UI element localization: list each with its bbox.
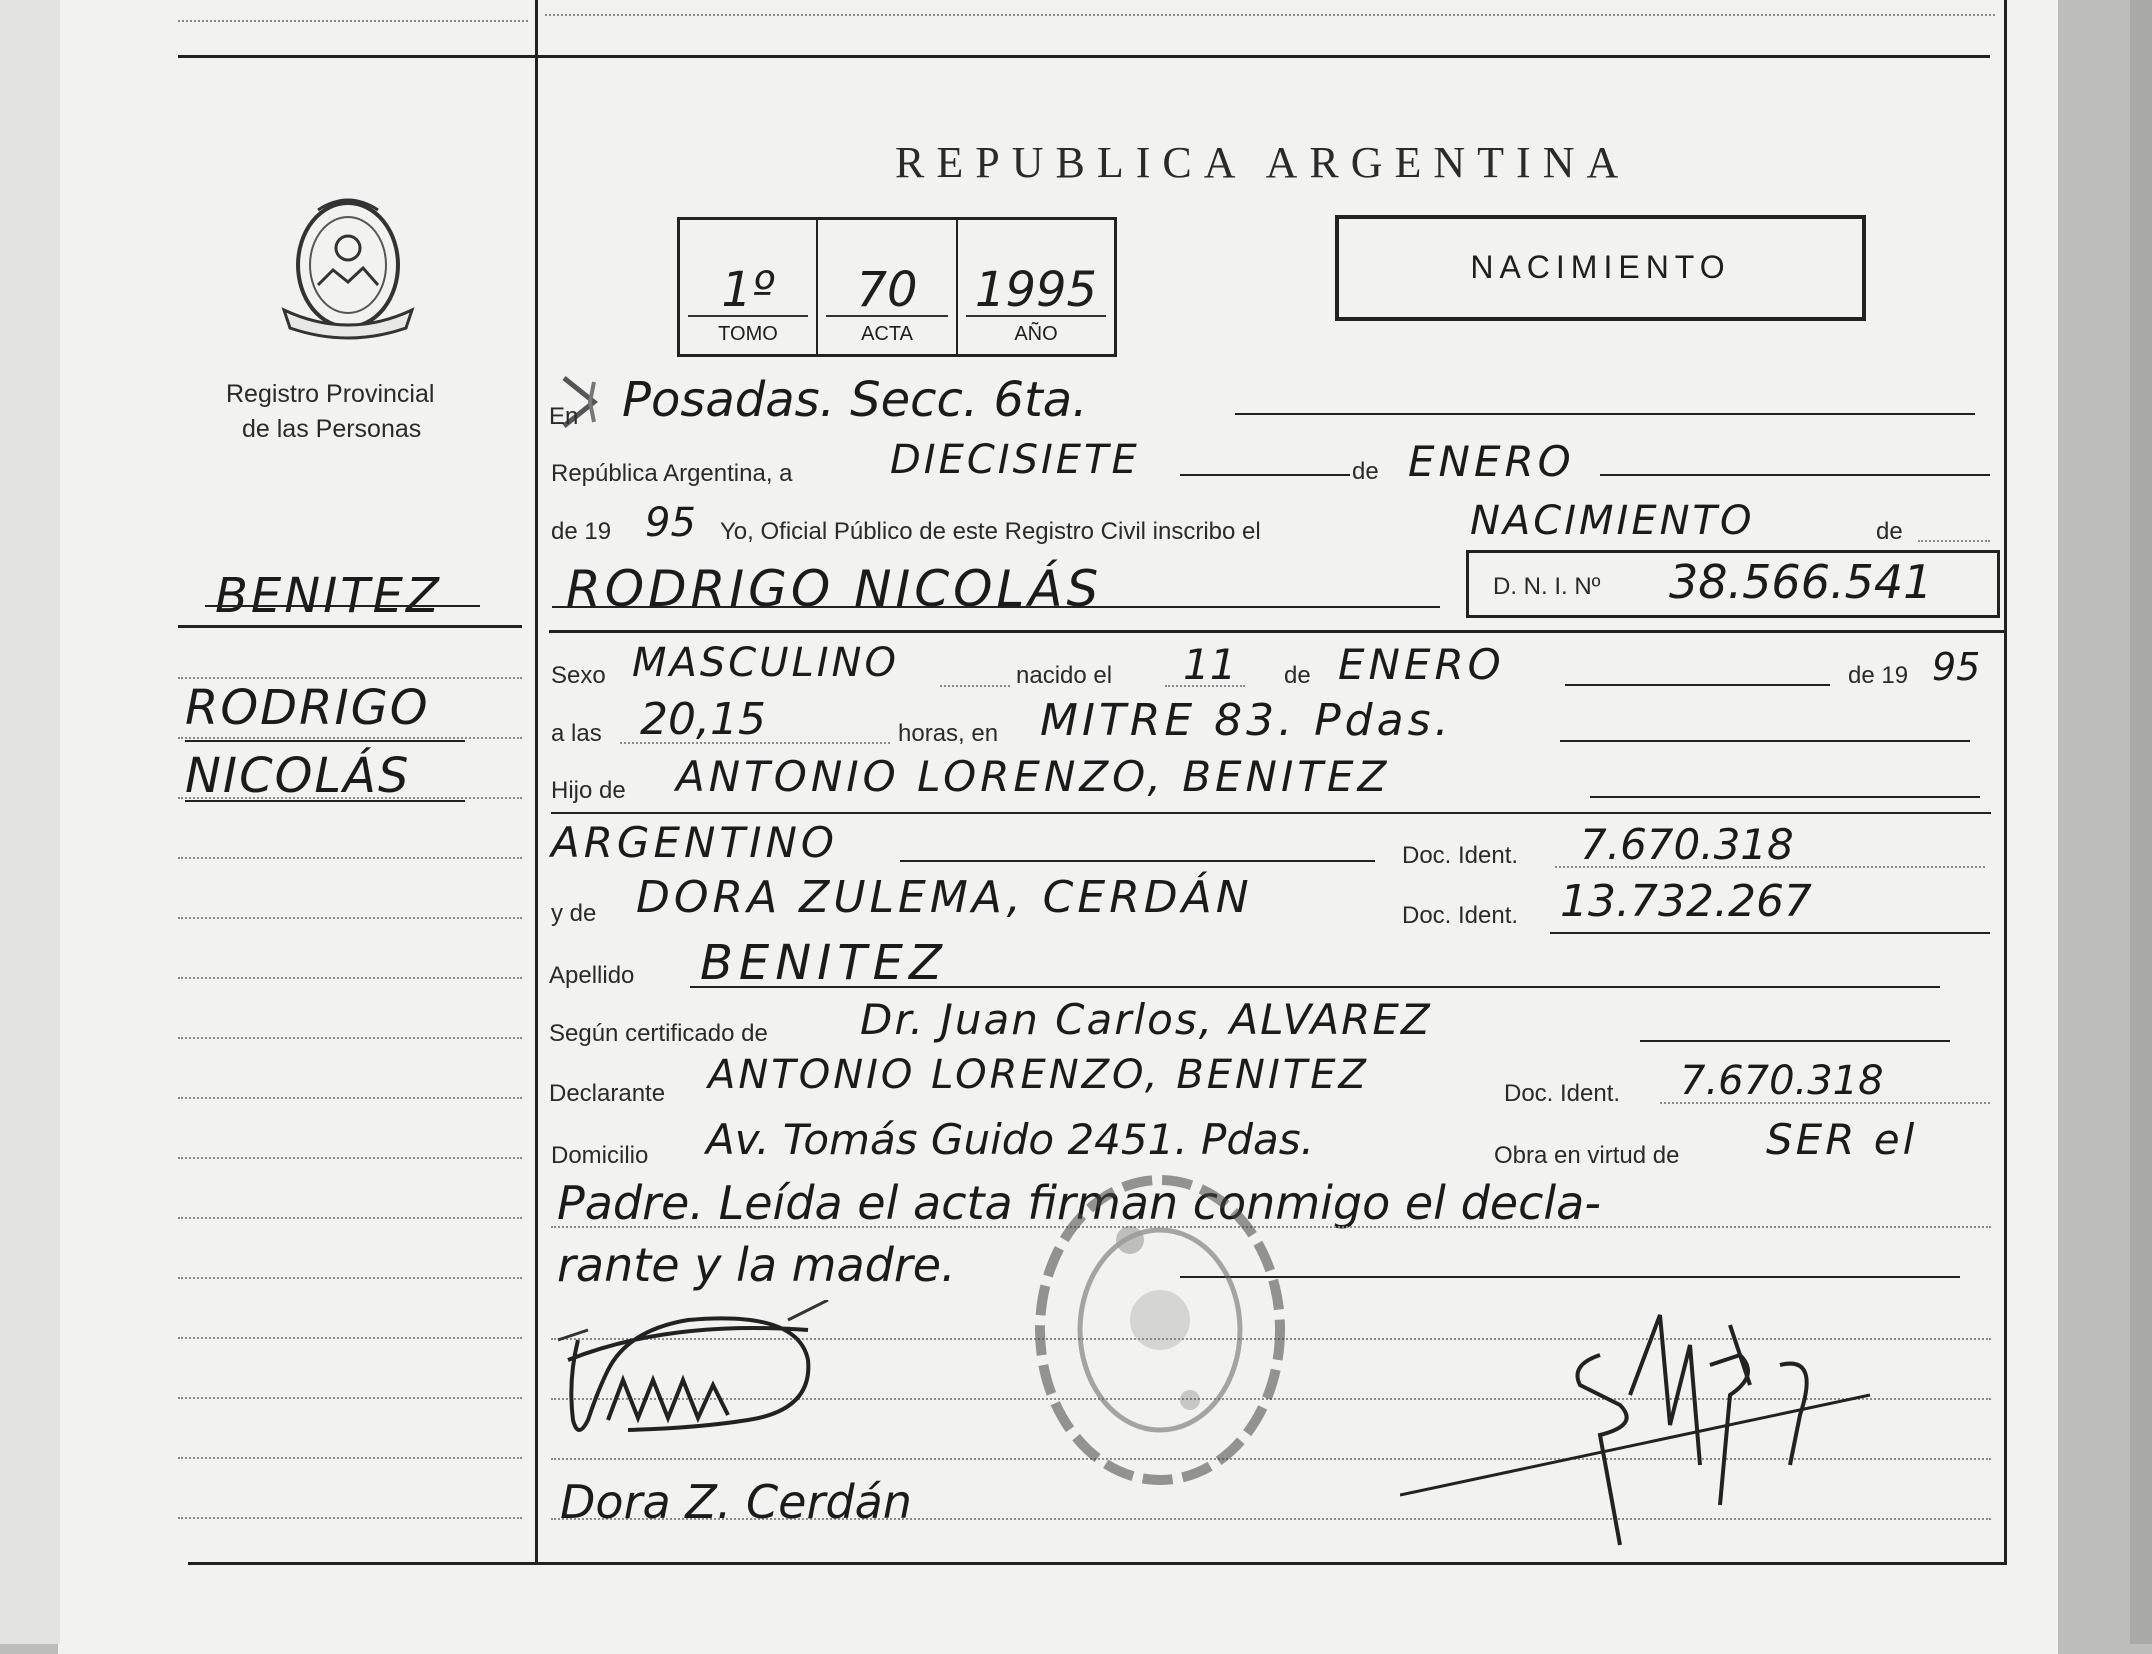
margin-divider: [535, 0, 538, 1565]
label-a-las: a las: [551, 720, 602, 747]
line-lugar-nac: [1560, 740, 1970, 742]
margin-dotted: [178, 1517, 522, 1519]
label-de-19: de 19: [551, 518, 612, 545]
signature-mother: Dora Z. Cerdán: [560, 1475, 912, 1529]
province-seal-icon: [278, 190, 418, 340]
book-cover-edge: [2130, 0, 2152, 1644]
margin-dotted: [178, 1277, 522, 1279]
margin-dotted: [178, 677, 522, 679]
acta-label: ACTA: [861, 323, 913, 345]
value-anio-reg: 95: [645, 500, 696, 546]
value-padre: ANTONIO LORENZO, BENITEZ: [676, 752, 1391, 801]
value-nombre: RODRIGO NICOLÁS: [566, 560, 1103, 618]
margin-dotted: [178, 797, 522, 799]
label-y-de: y de: [551, 900, 597, 927]
margin-given-2: NICOLÁS: [185, 748, 411, 804]
label-yo-oficial: Yo, Oficial Público de este Registro Civil inscribo el: [720, 518, 1261, 545]
label-republica: República Argentina, a: [551, 460, 793, 487]
margin-dotted: [178, 917, 522, 919]
label-doc-ident-declarante: Doc. Ident.: [1504, 1080, 1621, 1107]
value-domicilio: Av. Tomás Guido 2451. Pdas.: [706, 1115, 1314, 1164]
value-dia: DIECISIETE: [890, 437, 1140, 483]
margin-given-1: RODRIGO: [185, 680, 430, 736]
label-horas-en: horas, en: [898, 720, 999, 747]
dotted-padre-doc: [1555, 866, 1985, 868]
margin-dotted: [178, 737, 522, 739]
value-padre-doc: 7.670.318: [1580, 820, 1794, 869]
line-mes: [1600, 474, 1990, 476]
right-border: [2004, 0, 2007, 1565]
signature-official-icon: [1400, 1305, 1880, 1555]
anio-underline: [966, 315, 1106, 317]
value-nacionalidad: ARGENTINO: [551, 818, 838, 867]
label-domicilio: Domicilio: [551, 1142, 649, 1169]
value-madre-doc: 13.732.267: [1560, 876, 1812, 927]
margin-surname-underline: [205, 605, 480, 607]
margin-dotted: [178, 1217, 522, 1219]
label-segun: Según certificado de: [549, 1020, 768, 1047]
margin-dotted: [178, 977, 522, 979]
value-lugar: Posadas. Secc. 6ta.: [622, 372, 1088, 428]
margin-dotted: [178, 1397, 522, 1399]
registry-line-1: Registro Provincial: [226, 380, 435, 408]
record-type: NACIMIENTO: [1470, 249, 1731, 285]
value-madre: DORA ZULEMA, CERDÁN: [636, 872, 1253, 923]
label-declarante: Declarante: [549, 1080, 666, 1107]
record-type-box: [1335, 215, 1866, 321]
signature-declarant-icon: [548, 1300, 838, 1450]
value-acto: NACIMIENTO: [1470, 498, 1755, 544]
margin-dotted: [178, 857, 522, 859]
dni-box: [1466, 550, 2000, 618]
top-dotted-line-right: [545, 14, 1995, 16]
acta-underline: [826, 315, 948, 317]
top-dotted-line: [178, 20, 528, 22]
margin-surname: BENITEZ: [215, 568, 442, 624]
book-binding: [0, 0, 60, 1644]
margin-dotted: [178, 1157, 522, 1159]
top-border: [178, 55, 1990, 58]
label-doc-ident-madre: Doc. Ident.: [1402, 902, 1519, 929]
country-title: REPUBLICA ARGENTINA: [895, 138, 1631, 187]
value-apellido: BENITEZ: [700, 935, 948, 991]
value-sexo: MASCULINO: [632, 640, 899, 686]
value-mes-nac: ENERO: [1338, 640, 1505, 689]
margin-dotted: [178, 1337, 522, 1339]
label-dni: D. N. I. Nº: [1493, 573, 1601, 600]
label-nacido-el: nacido el: [1016, 662, 1113, 689]
faded-official-stamp-text: [1590, 1372, 1597, 1393]
value-declarante-doc: 7.670.318: [1680, 1058, 1884, 1104]
label-obra: Obra en virtud de: [1494, 1142, 1680, 1169]
margin-dotted: [178, 1097, 522, 1099]
value-lugar-nac: MITRE 83. Pdas.: [1040, 695, 1453, 746]
label-doc-ident-padre: Doc. Ident.: [1402, 842, 1519, 869]
line-apellido: [690, 986, 1940, 988]
line-dia: [1180, 474, 1350, 476]
dotted-hora: [620, 742, 890, 744]
line-mes-nac: [1565, 684, 1830, 686]
value-anio-nac: 95: [1932, 645, 1981, 689]
margin-given-1-underline: [185, 740, 465, 742]
line-padre: [1590, 796, 1980, 798]
acta-value: 70: [856, 262, 918, 318]
label-de-19-b: de 19: [1848, 662, 1909, 689]
dotted-declarante-doc: [1660, 1102, 1990, 1104]
line-nombre: [552, 606, 1440, 608]
dotted-dia-nac: [1165, 685, 1245, 687]
anio-label: AÑO: [1014, 323, 1058, 345]
obs-line-2: rante y la madre.: [557, 1238, 956, 1292]
margin-given-2-underline: [185, 800, 465, 802]
acta-cell: [818, 220, 956, 354]
label-de-end: de: [1876, 518, 1903, 545]
section-divider: [549, 630, 2004, 633]
line-certificado: [1640, 1040, 1950, 1042]
line-nacionalidad: [900, 860, 1375, 862]
line-en: [1235, 413, 1975, 415]
label-de-mid: de: [1284, 662, 1311, 689]
value-declarante: ANTONIO LORENZO, BENITEZ: [708, 1052, 1369, 1098]
official-stamp-icon: [1020, 1160, 1320, 1500]
value-mes: ENERO: [1408, 437, 1575, 486]
label-de: de: [1352, 458, 1379, 485]
tomo-value: 1º: [721, 262, 775, 318]
label-sexo: Sexo: [551, 662, 606, 689]
margin-dotted: [178, 1457, 522, 1459]
record-table: [677, 217, 1117, 357]
margin-dotted: [178, 1037, 522, 1039]
margin-surname-line: [178, 625, 522, 628]
line-madre-doc: [1550, 932, 1990, 934]
registry-line-2: de las Personas: [242, 415, 422, 443]
label-hijo-de: Hijo de: [551, 777, 626, 804]
value-hora: 20,15: [640, 694, 766, 745]
value-dni: 38.566.541: [1669, 555, 1933, 609]
label-apellido: Apellido: [549, 962, 635, 989]
anio-cell: [958, 220, 1114, 354]
value-obra: SER el: [1766, 1115, 1918, 1164]
tomo-label: TOMO: [718, 323, 778, 345]
tomo-underline: [688, 315, 808, 317]
dotted-de-end: [1918, 540, 1990, 542]
line-padre-full: [551, 812, 1991, 814]
bottom-border: [188, 1562, 2006, 1565]
anio-value: 1995: [974, 262, 1098, 318]
value-certificado: Dr. Juan Carlos, ALVAREZ: [860, 995, 1432, 1044]
label-en: En: [549, 403, 579, 430]
tomo-cell: [680, 220, 816, 354]
value-dia-nac: 11: [1183, 640, 1237, 689]
obs-line-1: Padre. Leída el acta firman conmigo el decla-: [557, 1176, 1601, 1230]
dotted-sexo: [940, 685, 1010, 687]
